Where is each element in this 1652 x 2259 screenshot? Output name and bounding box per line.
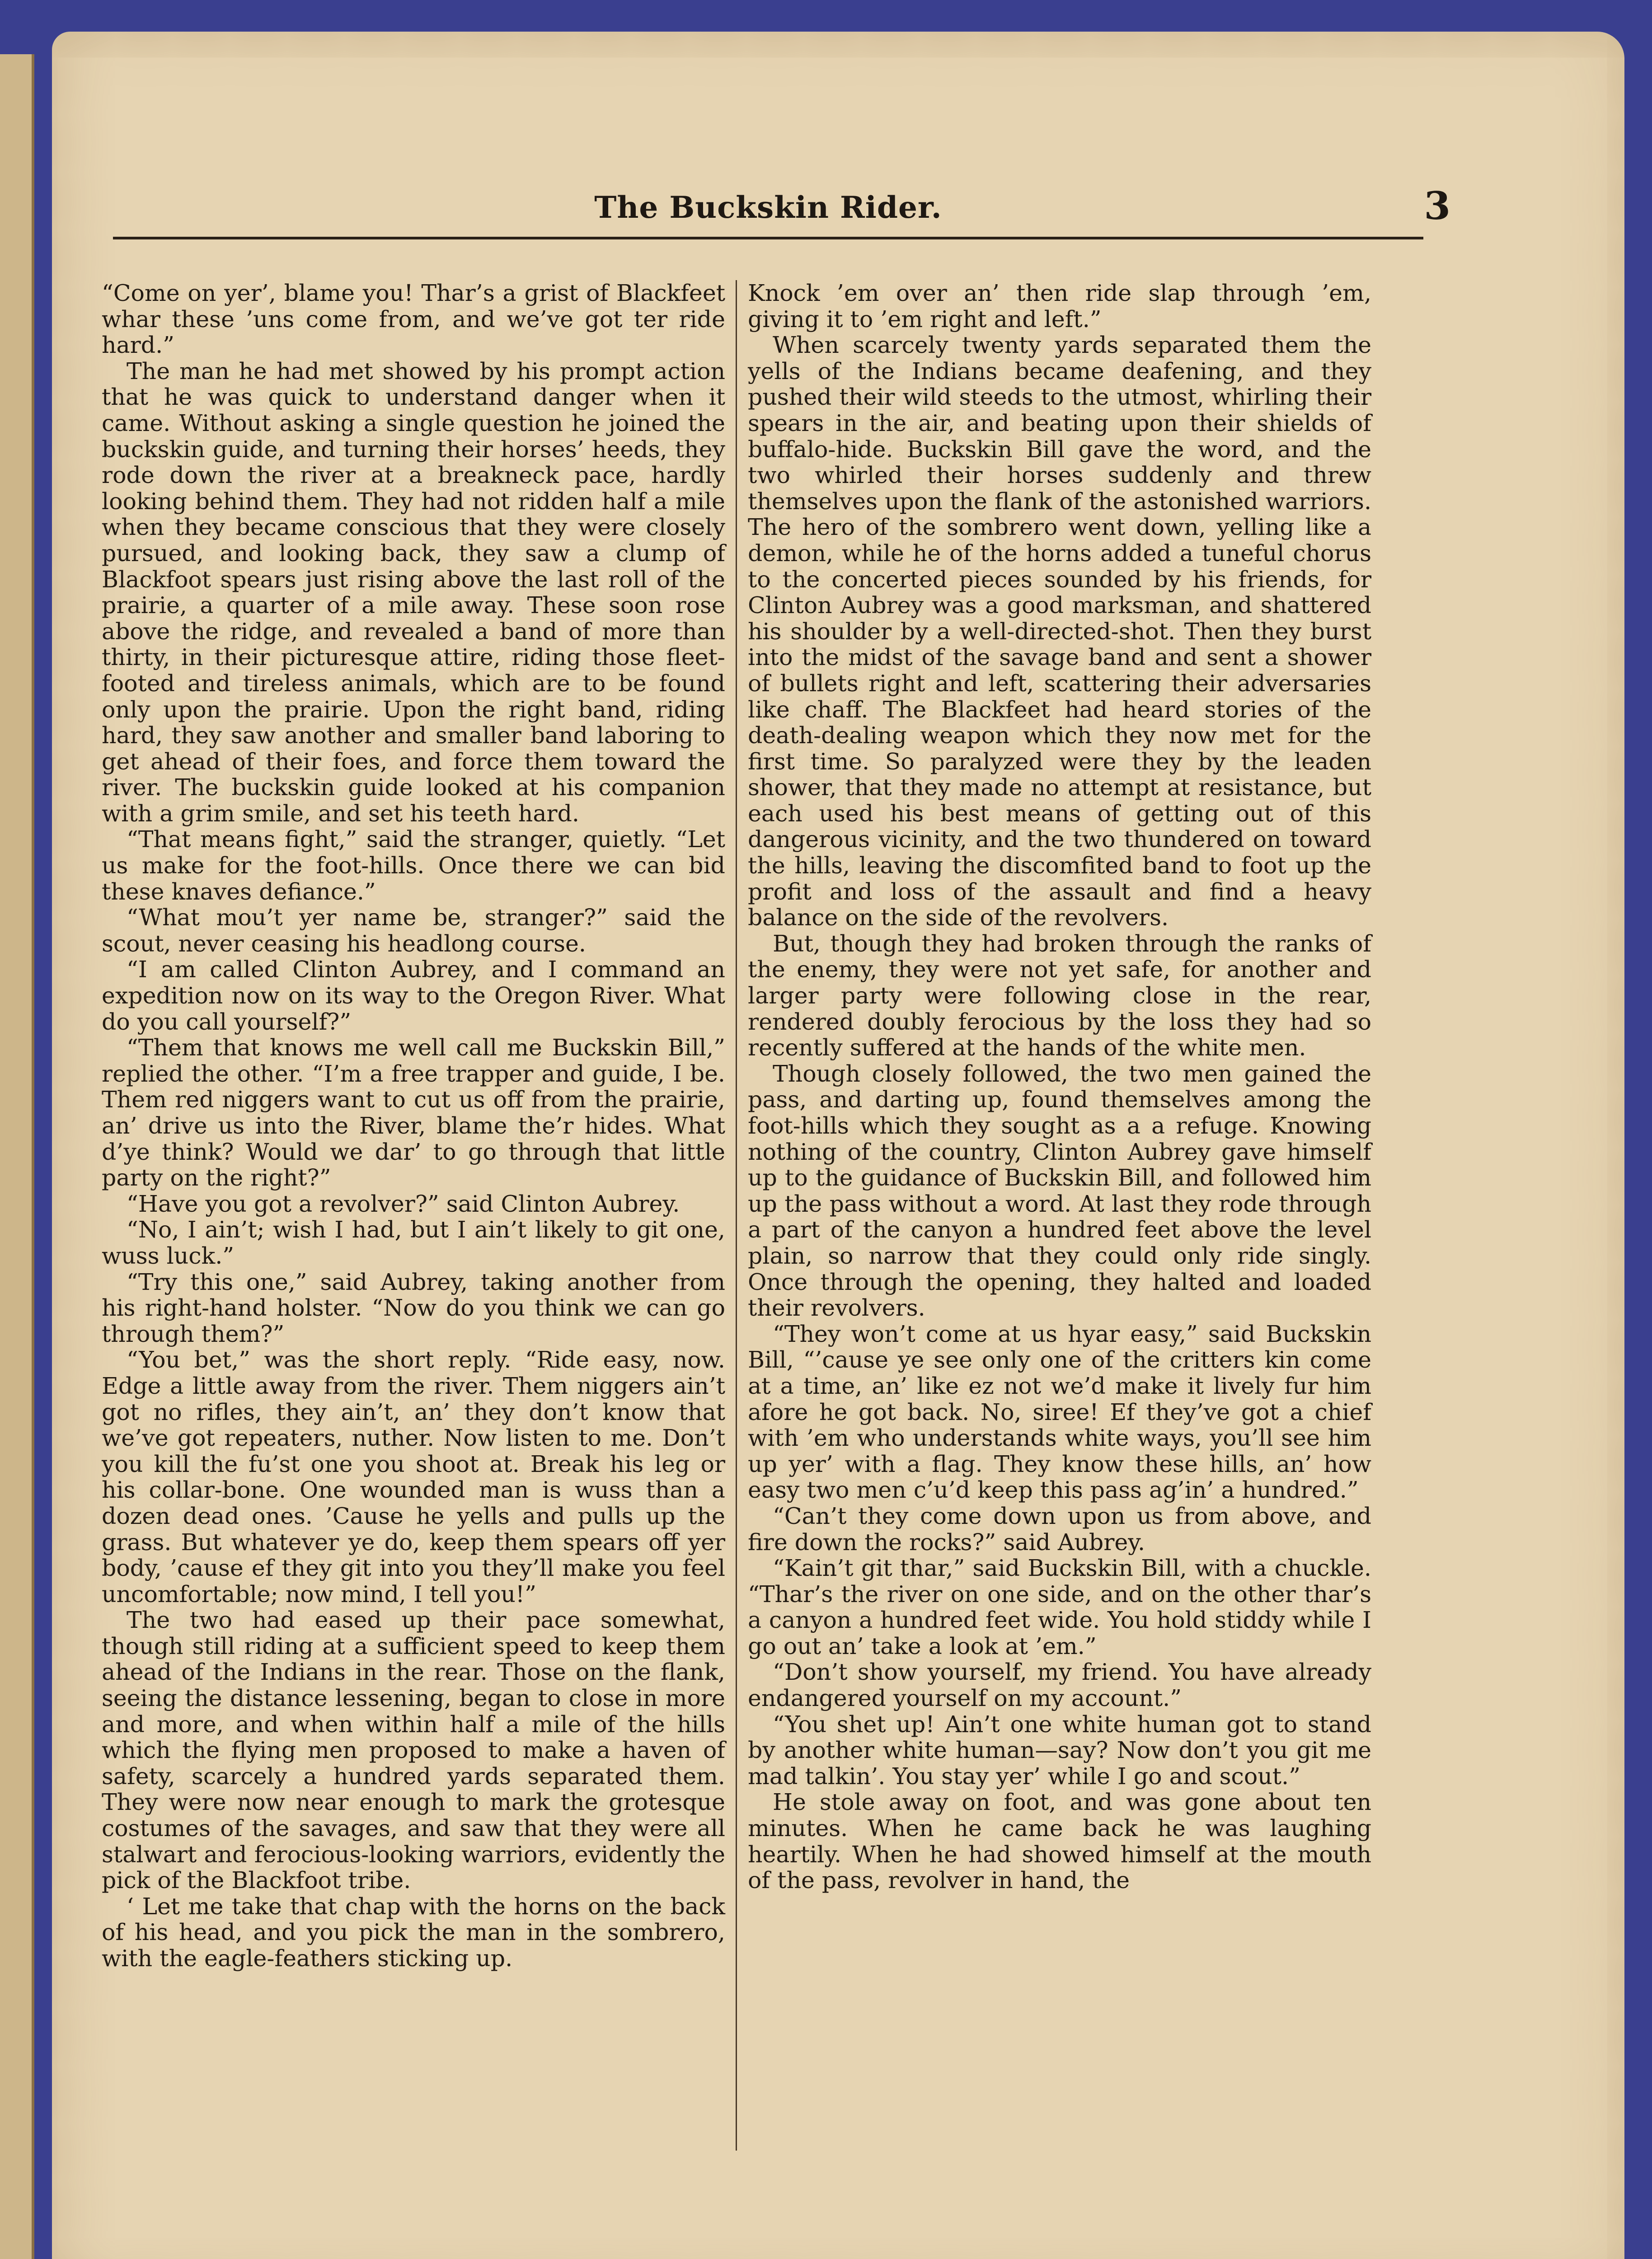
paragraph: “I am called Clinton Aubrey, and I command an expedition now on its way to the Oregon River. What do you call yourself?” <box>102 956 725 1035</box>
facing-page-edge <box>0 54 34 2259</box>
page-number: 3 <box>1424 183 1450 228</box>
paragraph: “They won’t come at us hyar easy,” said Buckskin Bill, “’cause ye see only one of the critters kin come at a time, an’ like ez not we’d make it lively fur him afore he got back. No, siree! Ef they’ve got a chief with ’em who understands white ways, you’ll see him up yer’ with a flag. They know these hills, an’ how easy two men c’u’d keep this pass ag’in’ a hundred.” <box>748 1320 1371 1504</box>
paragraph: The man he had met showed by his prompt action that he was quick to understand danger when it came. Without asking a single question he joined the buckskin guide, and turning their horses’ heeds, they rode down the river at a breakneck pace, hardly looking behind them. They had not ridden half a mile when they became conscious that they were closely pursued, and looking back, they saw a clump of Blackfoot spears just rising above the last roll of the prairie, a quarter of a mile away. These soon rose above the ridge, and revealed a band of more than thirty, in their picturesque attire, riding those fleet-footed and tireless animals, which are to be found only upon the prairie. Upon the right band, riding hard, they saw another and smaller band laboring to get ahead of their foes, and force them toward the river. The buckskin guide looked at his companion with a grim smile, and set his teeth hard. <box>102 357 725 827</box>
paragraph: “Come on yer’, blame you! Thar’s a grist of Blackfeet whar these ’uns come from, and we’ve got ter ride hard.” <box>102 280 725 359</box>
paragraph: When scarcely twenty yards separated them the yells of the Indians became deafening, and they pushed their wild steeds to the utmost, whirling their spears in the air, and beating upon their shields of buffalo-hide. Buckskin Bill gave the word, and the two whirled their horses suddenly and threw themselves upon the flank of the astonished warriors. The hero of the sombrero went down, yelling like a demon, while he of the horns added a tuneful chorus to the concerted pieces sounded by his friends, for Clinton Aubrey was a good marksman, and shattered his shoulder by a well-directed-shot. Then they burst into the midst of the savage band and sent a shower of bullets right and left, scattering their adversaries like chaff. The Blackfeet had heard stories of the death-dealing weapon which they now met for the first time. So paralyzed were they by the leaden shower, that they made no attempt at resistance, but each used his best means of getting out of this dangerous vicinity, and the two thundered on toward the hills, leaving the discomfited band to foot up the profit and loss of the assault and find a heavy balance on the side of the revolvers. <box>748 332 1371 931</box>
paragraph: But, though they had broken through the ranks of the enemy, they were not yet safe, for another and larger party were following close in the rear, rendered doubly ferocious by the loss they had so recently suffered at the hands of the white men. <box>748 930 1371 1061</box>
paragraph: “What mou’t yer name be, stranger?” said the scout, never ceasing his headlong course. <box>102 904 725 957</box>
paragraph: “Don’t show yourself, my friend. You have already endangered yourself on my account.” <box>748 1659 1371 1712</box>
left-column <box>102 280 725 1972</box>
paragraph: “Can’t they come down upon us from above, and fire down the rocks?” said Aubrey. <box>748 1502 1371 1556</box>
paragraph: Knock ’em over an’ then ride slap through ’em, giving it to ’em right and left.” <box>748 280 1371 333</box>
paragraph: “Them that knows me well call me Buckskin Bill,” replied the other. “I’m a free trapper and guide, I be. Them red niggers want to cut us off from the prairie, an’ drive us into the River, blame the’r hides. What d’ye think? Would we dar’ to go through that little party on the right?” <box>102 1034 725 1191</box>
paragraph: Though closely followed, the two men gained the pass, and darting up, found themselves among the foot-hills which they sought as a a refuge. Knowing nothing of the country, Clinton Aubrey gave himself up to the guidance of Buckskin Bill, and followed him up the pass without a word. At last they rode through a part of the canyon a hundred feet above the level plain, so narrow that they could only ride singly. Once through the opening, they halted and loaded their revolvers. <box>748 1060 1371 1322</box>
paragraph: ‘ Let me take that chap with the horns on the back of his head, and you pick the man in the sombrero, with the eagle-feathers sticking up. <box>102 1893 725 1972</box>
paragraph: “You shet up! Ain’t one white human got to stand by another white human—say? Now don’t you git me mad talkin’. You stay yer’ while I go and scout.” <box>748 1711 1371 1790</box>
column-rule <box>736 280 737 2151</box>
header-rule <box>113 237 1423 239</box>
running-title: The Buckskin Rider. <box>594 190 942 225</box>
paragraph: The two had eased up their pace somewhat, though still riding at a sufficient speed to keep them ahead of the Indians in the rear. Those on the flank, seeing the distance lessening, began to close in more and more, and when within half a mile of the hills which the flying men proposed to make a haven of safety, scarcely a hundred yards separated them. They were now near enough to mark the grotesque costumes of the savages, and saw that they were all stalwart and ferocious-looking warriors, evidently the pick of the Blackfoot tribe. <box>102 1607 725 1894</box>
paragraph: “Have you got a revolver?” said Clinton Aubrey. <box>127 1190 680 1217</box>
running-header <box>113 172 1450 239</box>
paragraph: He stole away on foot, and was gone about ten minutes. When he came back he was laughing heartily. When he had showed himself at the mouth of the pass, revolver in hand, the <box>748 1789 1371 1894</box>
paragraph: “You bet,” was the short reply. “Ride easy, now. Edge a little away from the river. Them niggers ain’t got no rifles, they ain’t, an’ they don’t know that we’ve got repeaters, nuther. Now listen to me. Don’t you kill the fu’st one you shoot at. Break his leg or his collar-bone. One wounded man is wuss than a dozen dead ones. ’Cause he yells and pulls up the grass. But whatever ye do, keep them spears off yer body, ’cause ef they git into you they’ll make you feel uncomfortable; now mind, I tell you!” <box>102 1346 725 1608</box>
paragraph: “No, I ain’t; wish I had, but I ain’t likely to git one, wuss luck.” <box>102 1216 725 1269</box>
paragraph: “Try this one,” said Aubrey, taking another from his right-hand holster. “Now do you think we can go through them?” <box>102 1268 725 1347</box>
right-column <box>748 280 1371 1893</box>
paragraph: “That means fight,” said the stranger, quietly. “Let us make for the foot-hills. Once there we can bid these knaves defiance.” <box>102 826 725 905</box>
paragraph: “Kain’t git thar,” said Buckskin Bill, with a chuckle. “Thar’s the river on one side, and on the other thar’s a canyon a hundred feet wide. You hold stiddy while I go out an’ take a look at ’em.” <box>748 1555 1371 1659</box>
